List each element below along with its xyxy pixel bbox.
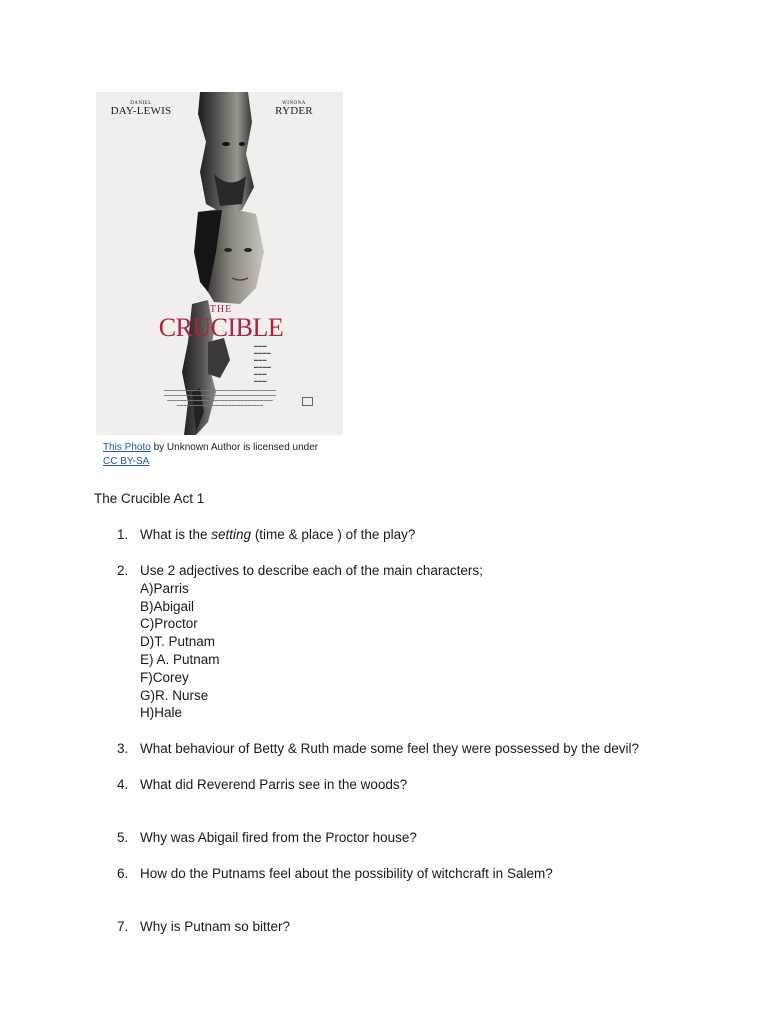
movie-poster-image [96, 92, 343, 435]
question-number: 4. [117, 777, 129, 792]
photo-caption [103, 441, 343, 469]
question-text [140, 526, 740, 544]
character-item: A)Parris [140, 580, 189, 596]
character-item: F)Corey [140, 669, 189, 685]
question-emphasis: setting [211, 527, 252, 542]
poster-title: CRUCIBLE [158, 313, 284, 342]
character-item: H)Hale [140, 705, 183, 721]
character-item: E) A. Putnam [140, 651, 220, 667]
character-item: D)T. Putnam [140, 634, 216, 650]
caption-text: by Unknown Author is licensed under [150, 442, 319, 453]
question-number: 6. [117, 866, 129, 881]
question-text-start: What is the [140, 527, 212, 542]
actor-2-first-name: WINONA [282, 101, 306, 106]
question-text: What did Reverend Parris see in the woods? [140, 777, 408, 792]
actor-2-last-name: RYDER [275, 105, 313, 117]
poster-artwork [96, 92, 343, 435]
poster-credits-graphic: ▬▬▬▬▬▬▬▬▬▬▬▬▬▬▬▬▬▬▬▬▬▬▬▬▬▬▬▬▬▬▬▬▬▬▬ ▬▬▬▬▬▬▬▬▬▬▬▬▬▬▬▬▬▬▬▬▬▬▬▬▬▬▬▬▬▬▬▬▬▬▬ ▬▬▬▬▬▬▬▬▬▬▬▬▬▬▬▬▬▬▬▬▬▬▬▬▬▬▬▬▬▬▬▬▬ ▬▬▬▬▬▬▬▬▬▬▬▬▬▬▬▬▬▬▬▬▬▬▬▬▬▬▬ [164, 388, 276, 407]
poster-title-prefix: THE [209, 304, 233, 315]
poster-actor-1 [106, 101, 176, 117]
character-item: C)Proctor [140, 616, 198, 632]
question-text: Use 2 adjectives to describe each of the main characters; [140, 563, 483, 578]
question-text: Why is Putnam so bitter? [140, 919, 291, 934]
character-list [140, 580, 220, 722]
question-text-end: (time & place ) of the play? [251, 527, 416, 542]
question-text: How do the Putnams feel about the possibility of witchcraft in Salem? [140, 866, 553, 881]
rating-badge-icon [302, 397, 313, 406]
poster-actor-2 [262, 101, 326, 117]
actor-1-first-name: DANIEL [130, 101, 152, 106]
question-number: 5. [117, 830, 129, 845]
question-number: 1. [117, 527, 129, 542]
poster-tagline-graphic: ▬▬▬ ▬▬▬▬ ▬▬▬ ▬▬▬▬ ▬▬▬ ▬▬▬ [254, 343, 272, 383]
license-link[interactable]: CC BY-SA [103, 456, 150, 467]
photo-link[interactable]: This Photo [103, 442, 151, 453]
question-number: 7. [117, 919, 129, 934]
document-heading: The Crucible Act 1 [94, 491, 205, 506]
question-text: Why was Abigail fired from the Proctor house? [140, 830, 417, 845]
question-text: What behaviour of Betty & Ruth made some feel they were possessed by the devil? [140, 741, 640, 756]
character-item: B)Abigail [140, 598, 195, 614]
actor-1-last-name: DAY-LEWIS [110, 105, 172, 117]
question-number: 2. [117, 563, 129, 578]
question-number: 3. [117, 741, 129, 756]
character-item: G)R. Nurse [140, 687, 209, 703]
